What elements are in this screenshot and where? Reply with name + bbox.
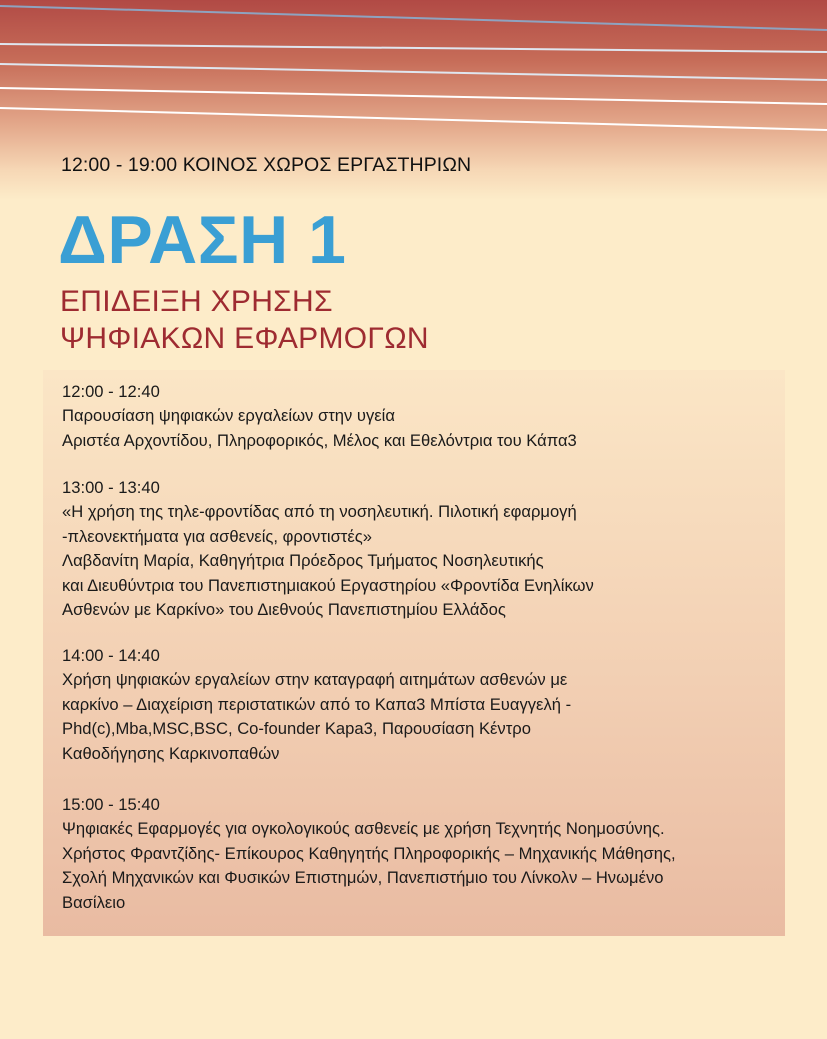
session-text-line: Αριστέα Αρχοντίδου, Πληροφορικός, Μέλος και Εθελόντρια του Κάπα3: [62, 430, 577, 450]
session-block: [62, 644, 571, 766]
session-text-line: Σχολή Μηχανικών και Φυσικών Επιστημών, Πανεπιστήμιο του Λίνκολν – Ηνωμένο: [62, 868, 664, 888]
session-text-line: Λαβδανίτη Μαρία, Καθηγήτρια Πρόεδρος Τμήματος Νοσηλευτικής: [62, 551, 544, 571]
session-text-line: Ασθενών με Καρκίνο» του Διεθνούς Πανεπιστημίου Ελλάδος: [62, 600, 506, 620]
session-block: [62, 476, 594, 622]
session-text-line: Χρήστος Φραντζίδης- Επίκουρος Καθηγητής Πληροφορικής – Μηχανικής Μάθησης,: [62, 843, 676, 863]
session-time: 15:00 - 15:40: [62, 795, 160, 814]
session-time: 14:00 - 14:40: [62, 646, 160, 665]
session-text-line: «Η χρήση της τηλε-φροντίδας από τη νοσηλευτική. Πιλοτική εφαρμογή: [62, 502, 577, 522]
subtitle-line-1: ΕΠΙΔΕΙΞΗ ΧΡΗΣΗΣ: [60, 285, 333, 318]
session-block: [62, 793, 676, 915]
session-text-line: Ψηφιακές Εφαρμογές για ογκολογικούς ασθενείς με χρήση Τεχνητής Νοημοσύνης.: [62, 819, 665, 839]
session-text-line: και Διευθύντρια του Πανεπιστημιακού Εργαστηρίου «Φροντίδα Ενηλίκων: [62, 575, 594, 595]
session-time: 13:00 - 13:40: [62, 478, 160, 497]
session-text-line: Βασίλειο: [62, 892, 126, 912]
session-text-line: καρκίνο – Διαχείριση περιστατικών από το Καπα3 Μπίστα Ευαγγελή -: [62, 694, 572, 714]
session-text-line: Παρουσίαση ψηφιακών εργαλείων στην υγεία: [62, 406, 395, 426]
session-text-line: -πλεονεκτήματα για ασθενείς, φροντιστές»: [62, 526, 372, 546]
session-text-line: Phd(c),Mba,MSC,BSC, Co-founder Kapa3, Παρουσίαση Κέντρο: [62, 719, 531, 739]
session-block: [62, 380, 577, 453]
session-text-line: Καθοδήγησης Καρκινοπαθών: [62, 743, 280, 763]
event-time-venue: 12:00 - 19:00 ΚΟΙΝΟΣ ΧΩΡΟΣ ΕΡΓΑΣΤΗΡΙΩΝ: [61, 154, 472, 176]
session-text-line: Χρήση ψηφιακών εργαλείων στην καταγραφή αιτημάτων ασθενών με: [62, 670, 568, 690]
page-title: ΔΡΑΣΗ 1: [58, 202, 347, 278]
session-time: 12:00 - 12:40: [62, 382, 160, 401]
subtitle-line-2: ΨΗΦΙΑΚΩΝ ΕΦΑΡΜΟΓΩΝ: [60, 322, 429, 355]
